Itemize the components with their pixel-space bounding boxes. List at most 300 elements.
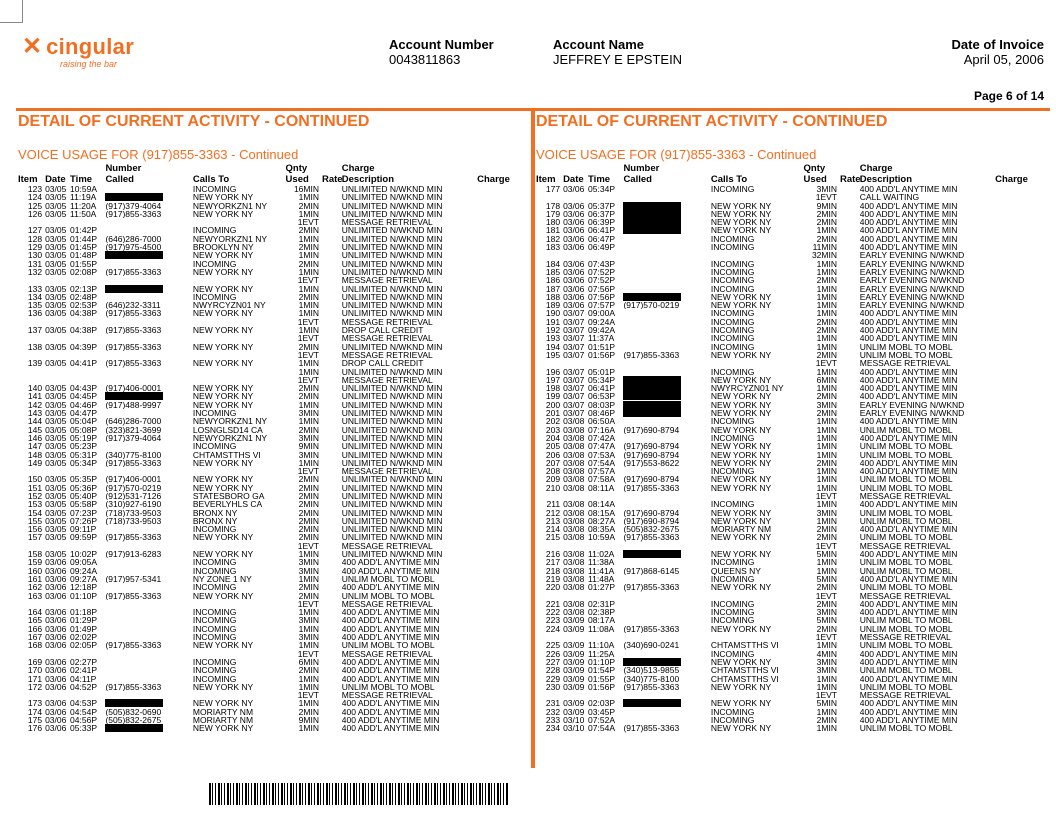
call-date: 03/07 [563, 326, 585, 335]
item-number [18, 318, 45, 326]
usage-row [536, 608, 1041, 616]
call-time: 11:38A [588, 558, 615, 567]
charge-amount [477, 542, 523, 550]
call-time: 02:41P [70, 666, 97, 675]
number-called [623, 226, 710, 234]
item-number: 133 [27, 284, 43, 293]
charge-amount [995, 293, 1041, 301]
item-number: 217 [545, 558, 561, 567]
charge-description: MESSAGE RETRIEVAL [859, 633, 951, 642]
rate [840, 550, 860, 558]
rate [322, 724, 342, 732]
call-date: 03/05 [45, 359, 67, 368]
rate [840, 451, 860, 459]
call-date: 03/06 [563, 185, 585, 194]
call-time: 02:48P [70, 292, 97, 302]
call-date: 03/09 [563, 699, 585, 708]
call-time: 09:27A [70, 574, 97, 584]
quantity-used: 2MIN [298, 508, 319, 517]
item-number: 211 [546, 500, 561, 509]
rate [840, 334, 860, 342]
call-date: 03/05 [45, 458, 67, 468]
charge-description: UNLIM MOBL TO MOBL [341, 591, 435, 600]
charge-amount [995, 683, 1041, 691]
number-called [623, 268, 710, 276]
usage-row [536, 384, 1041, 392]
usage-row [536, 475, 1041, 483]
call-time: 01:55P [70, 259, 97, 268]
quantity-used: 1MIN [298, 234, 319, 244]
number-called: (917)957-5341 [105, 574, 162, 584]
call-date: 03/05 [45, 525, 67, 534]
number-called [623, 575, 710, 583]
item-number: 161 [27, 574, 43, 584]
quantity-used: 2MIN [298, 201, 319, 210]
usage-row [18, 343, 523, 351]
item-number [536, 193, 563, 201]
rate [840, 666, 860, 674]
number-called [623, 285, 710, 293]
charge-amount [477, 334, 523, 342]
quantity-used: 1EVT [815, 193, 837, 202]
number-called [623, 417, 710, 425]
charge-amount [477, 326, 523, 334]
calls-to: NEW YORK NY [192, 284, 254, 293]
charge-amount [477, 210, 523, 218]
redaction-bar [623, 550, 681, 558]
quantity-used: 2MIN [298, 259, 319, 268]
calls-to: NEW YORK NY [192, 384, 254, 393]
call-date: 03/08 [563, 483, 585, 492]
item-number: 187 [545, 284, 561, 293]
usage-row [18, 716, 523, 724]
calls-to: INCOMING [192, 566, 237, 575]
usage-row [536, 401, 1041, 409]
charge-amount [477, 625, 523, 633]
rate [840, 616, 860, 624]
call-time: 04:41P [70, 359, 97, 368]
calls-to [711, 359, 804, 367]
charge-description: 400 ADD'L ANYTIME MIN [859, 392, 958, 401]
charge-amount [995, 334, 1041, 342]
call-time: 01:49P [70, 624, 97, 634]
quantity-used: 2MIN [298, 525, 319, 534]
call-date: 03/05 [45, 442, 67, 451]
number-called: (917)855-3363 [623, 350, 680, 360]
usage-row [18, 666, 523, 674]
rate [840, 185, 860, 193]
charge-amount [995, 691, 1041, 699]
charge-description: UNLIMITED N/WKND MIN [341, 433, 443, 443]
charge-description: MESSAGE RETRIEVAL [341, 691, 433, 700]
quantity-used: 1EVT [297, 317, 319, 327]
quantity-used: 5MIN [816, 616, 837, 625]
charge-amount [995, 592, 1041, 600]
quantity-used: 3MIN [298, 433, 319, 443]
quantity-used: 2MIN [298, 292, 319, 302]
calls-to: INCOMING [710, 707, 755, 716]
rate [322, 600, 342, 608]
call-date: 03/05 [45, 259, 67, 268]
call-time: 01:51P [588, 342, 615, 351]
number-called [105, 558, 192, 566]
rate [322, 683, 342, 691]
item-number: 228 [545, 666, 561, 675]
usage-row [536, 517, 1041, 525]
rate [840, 484, 860, 492]
call-time: 05:33P [70, 724, 97, 733]
charge-amount [995, 583, 1041, 591]
cingular-x-icon: ✕ [22, 33, 43, 60]
calls-to: CHTAMSTTHS VI [710, 666, 779, 675]
charge-description: EARLY EVENING N/WKND [859, 292, 965, 302]
usage-row [18, 542, 523, 550]
charge-description: 400 ADD'L ANYTIME MIN [859, 375, 958, 385]
usage-row [18, 193, 523, 201]
redaction-bar [623, 210, 681, 218]
quantity-used: 1MIN [298, 359, 319, 368]
charge-description: 400 ADD'L ANYTIME MIN [341, 674, 440, 683]
call-date: 03/05 [45, 267, 67, 277]
charge-amount [477, 608, 523, 616]
charge-amount [995, 268, 1041, 276]
call-date: 03/06 [45, 624, 67, 634]
charge-amount [477, 218, 523, 226]
call-date [563, 633, 588, 641]
usage-row [18, 600, 523, 608]
number-called: (646)286-7000 [105, 234, 162, 244]
number-called: (917)855-3363 [105, 359, 162, 368]
charge-description: UNLIMITED N/WKND MIN [341, 193, 443, 202]
item-number: 137 [27, 326, 43, 335]
rate [322, 592, 342, 600]
item-number: 135 [27, 301, 43, 310]
rate [322, 509, 342, 517]
calls-to: INCOMING [710, 334, 755, 343]
usage-row [18, 484, 523, 492]
charge-amount [995, 558, 1041, 566]
number-called: (917)855-3363 [105, 326, 162, 335]
usage-row [536, 193, 1041, 201]
call-time: 08:11A [588, 483, 615, 492]
call-date: 03/06 [45, 724, 67, 733]
calls-to: NEWYORKZN1 NY [192, 433, 268, 443]
call-time: 01:45P [70, 243, 97, 252]
calls-to: NEW YORK NY [710, 516, 772, 526]
quantity-used: 1MIN [816, 641, 837, 650]
calls-to: INCOMING [710, 259, 755, 268]
number-called [623, 276, 710, 284]
call-date: 03/06 [45, 682, 67, 692]
quantity-used: 1EVT [297, 218, 319, 227]
call-date: 03/08 [563, 516, 585, 526]
item-number: 167 [27, 633, 43, 642]
call-date: 03/08 [563, 574, 585, 584]
charge-amount [995, 326, 1041, 334]
call-time [70, 368, 105, 376]
rate [322, 251, 342, 259]
quantity-used: 2MIN [816, 533, 837, 542]
charge-amount [995, 475, 1041, 483]
col-description: Description [859, 174, 913, 185]
quantity-used: 2MIN [816, 326, 837, 335]
col-calls-to: Calls To [710, 174, 748, 185]
col-called: Called [105, 174, 134, 185]
call-date: 03/05 [45, 309, 67, 318]
usage-row [536, 392, 1041, 400]
charge-description: 400 ADD'L ANYTIME MIN [859, 699, 958, 708]
calls-to: INCOMING [710, 608, 755, 617]
charge-description: 400 ADD'L ANYTIME MIN [859, 334, 958, 343]
usage-row [18, 625, 523, 633]
charge-description: 400 ADD'L ANYTIME MIN [341, 608, 440, 617]
call-date: 03/10 [563, 724, 585, 733]
quantity-used: 1MIN [816, 284, 837, 293]
item-number: 171 [27, 674, 43, 683]
quantity-used: 3MIN [298, 566, 319, 575]
charge-amount [995, 451, 1041, 459]
call-time: 07:57A [588, 467, 615, 476]
item-number: 131 [27, 259, 43, 268]
call-time: 04:56P [70, 716, 97, 725]
item-number: 124 [27, 193, 43, 202]
item-number: 178 [545, 201, 561, 210]
charge-description: UNLIMITED N/WKND MIN [341, 417, 443, 426]
call-time: 01:27P [588, 583, 615, 592]
rate [322, 550, 342, 558]
usage-row [18, 251, 523, 259]
rate [322, 658, 342, 666]
number-called [623, 218, 710, 226]
item-number: 232 [545, 707, 561, 716]
charge-amount [477, 268, 523, 276]
col-charge-label: Charge [341, 163, 375, 174]
calls-to: INCOMING [710, 367, 755, 376]
call-date: 03/08 [563, 467, 585, 476]
charge-description: MESSAGE RETRIEVAL [341, 599, 433, 609]
number-called: (340)513-9855 [623, 666, 680, 675]
rate [322, 616, 342, 624]
item-number: 126 [27, 209, 43, 219]
charge-description: 400 ADD'L ANYTIME MIN [859, 458, 958, 468]
call-time: 07:54A [588, 724, 615, 733]
charge-description: UNLIM MOBL TO MOBL [859, 350, 953, 360]
usage-row [18, 409, 523, 417]
charge-description: 400 ADD'L ANYTIME MIN [859, 226, 958, 235]
charge-amount [995, 616, 1041, 624]
item-number: 185 [545, 267, 561, 277]
usage-row [536, 558, 1041, 566]
item-number [18, 542, 45, 550]
quantity-used: 1MIN [298, 284, 319, 293]
number-called [623, 193, 710, 201]
number-called [623, 650, 710, 658]
number-called [623, 251, 710, 259]
col-charge: Charge [995, 174, 1028, 185]
number-called [623, 550, 710, 558]
charge-description: UNLIMITED N/WKND MIN [341, 185, 443, 194]
call-time [588, 592, 623, 600]
charge-description: UNLIMITED N/WKND MIN [341, 409, 443, 418]
call-date: 03/06 [563, 201, 585, 210]
number-called [623, 542, 710, 550]
charge-description: UNLIMITED N/WKND MIN [341, 475, 443, 484]
charge-amount [995, 251, 1041, 259]
call-date [45, 600, 70, 608]
col-rate: Rate [321, 174, 343, 185]
charge-description: UNLIM MOBL TO MOBL [859, 442, 953, 451]
call-date [45, 650, 70, 658]
call-date: 03/05 [45, 550, 67, 559]
call-date: 03/05 [45, 409, 67, 418]
quantity-used: 11MIN [812, 243, 837, 252]
calls-to: NEW YORK NY [710, 533, 772, 542]
rate [840, 533, 860, 541]
number-called: (917)570-0219 [623, 301, 680, 310]
call-time: 10:02P [70, 550, 97, 559]
calls-to [193, 368, 286, 376]
rate [840, 699, 860, 707]
charge-amount [995, 675, 1041, 683]
call-time: 02:02P [70, 633, 97, 642]
call-date [45, 368, 70, 376]
calls-to: INCOMING [710, 284, 755, 293]
item-number [536, 492, 563, 500]
calls-to: NEW YORK NY [710, 657, 772, 667]
col-date: Date [563, 174, 584, 185]
quantity-used: 1EVT [815, 491, 837, 501]
call-time: 11:02A [588, 550, 615, 559]
rate [840, 492, 860, 500]
call-time: 07:52P [588, 276, 615, 285]
usage-row [18, 401, 523, 409]
item-number [18, 218, 45, 226]
item-number: 169 [27, 657, 43, 667]
redaction-bar [623, 699, 681, 707]
crop-mark [0, 0, 23, 23]
quantity-used: 2MIN [816, 218, 837, 227]
number-called [623, 359, 710, 367]
item-number: 177 [545, 185, 561, 194]
number-called [105, 600, 192, 608]
item-number: 207 [545, 458, 561, 468]
charge-description: 400 ADD'L ANYTIME MIN [859, 649, 958, 658]
calls-to: NWYRCYZN01 NY [710, 384, 784, 393]
call-time: 01:10P [588, 657, 615, 667]
calls-to: NEW YORK NY [710, 292, 772, 302]
number-called [623, 658, 710, 666]
rate [322, 218, 342, 226]
charge-description: 400 ADD'L ANYTIME MIN [859, 433, 958, 443]
calls-to: INCOMING [710, 649, 755, 658]
quantity-used: 1MIN [816, 309, 837, 318]
call-time: 05:36P [70, 483, 97, 492]
number-called [105, 376, 192, 384]
rate [840, 218, 860, 226]
rate [322, 293, 342, 301]
rate [322, 442, 342, 450]
call-date: 03/05 [45, 533, 67, 542]
usage-row [536, 368, 1041, 376]
charge-amount [477, 583, 523, 591]
item-number: 201 [545, 409, 561, 418]
quantity-used: 3MIN [816, 508, 837, 517]
usage-row [18, 384, 523, 392]
call-date [563, 359, 588, 367]
charge-description: MESSAGE RETRIEVAL [341, 276, 433, 285]
number-called: (917)855-3363 [105, 682, 162, 692]
charge-amount [477, 434, 523, 442]
quantity-used: 1MIN [298, 417, 319, 426]
calls-to: INCOMING [710, 558, 755, 567]
usage-row [536, 683, 1041, 691]
usage-row [536, 318, 1041, 326]
item-number: 202 [545, 417, 561, 426]
charge-description: MESSAGE RETRIEVAL [341, 350, 433, 360]
rate [840, 475, 860, 483]
number-called: (917)379-4064 [105, 201, 162, 210]
number-called: (917)855-3363 [105, 533, 162, 542]
usage-row [536, 633, 1041, 641]
calls-to: INCOMING [192, 185, 237, 194]
quantity-used: 1MIN [816, 425, 837, 434]
number-called [105, 666, 192, 674]
col-time: Time [588, 174, 611, 185]
item-number: 222 [545, 608, 561, 617]
charge-amount [477, 293, 523, 301]
call-time: 04:54P [70, 707, 97, 716]
number-called [105, 691, 192, 699]
rate [322, 542, 342, 550]
header-row-bottom [536, 174, 1041, 185]
calls-to: BEVERLYHLS CA [192, 500, 263, 509]
calls-to: NEW YORK NY [192, 400, 254, 410]
calls-to: NEW YORK NY [710, 442, 772, 451]
call-time: 08:15A [588, 508, 615, 517]
call-time: 02:27P [70, 657, 97, 667]
item-number: 199 [545, 392, 561, 401]
call-time: 03:45P [588, 707, 615, 716]
col-charge-label: Charge [859, 163, 893, 174]
call-date: 03/06 [563, 243, 585, 252]
calls-to: BRONX NY [192, 516, 238, 526]
quantity-used: 3MIN [298, 633, 319, 642]
charge-description: 400 ADD'L ANYTIME MIN [859, 599, 958, 609]
quantity-used: 3MIN [298, 558, 319, 567]
number-called: (917)690-8794 [623, 442, 680, 451]
item-number: 155 [27, 516, 43, 526]
call-date: 03/05 [45, 326, 67, 335]
charge-amount [477, 616, 523, 624]
number-called [623, 334, 710, 342]
charge-description: UNLIM MOBL TO MOBL [859, 516, 953, 526]
charge-description: 400 ADD'L ANYTIME MIN [341, 707, 440, 716]
usage-row [18, 517, 523, 525]
item-number [536, 691, 563, 699]
usage-row [18, 500, 523, 508]
charge-description: MESSAGE RETRIEVAL [341, 375, 433, 385]
charge-description: MESSAGE RETRIEVAL [859, 359, 951, 368]
quantity-used: 3MIN [816, 400, 837, 410]
calls-to: INCOMING [710, 599, 755, 609]
item-number [18, 376, 45, 384]
usage-row [18, 426, 523, 434]
charge-description: UNLIMITED N/WKND MIN [341, 525, 443, 534]
calls-to: LOSNGLSD14 CA [192, 425, 263, 434]
charge-amount [477, 251, 523, 259]
quantity-used: 3MIN [298, 616, 319, 625]
item-number: 193 [545, 334, 561, 343]
